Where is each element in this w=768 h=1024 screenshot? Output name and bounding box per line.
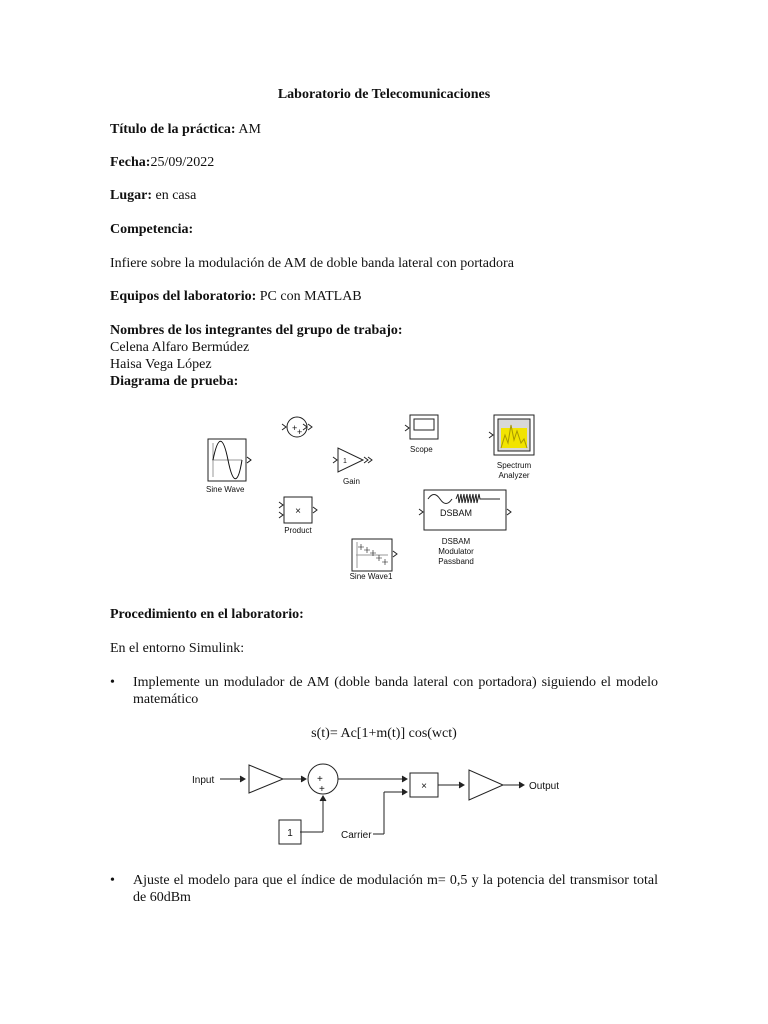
gain-block (333, 448, 372, 472)
document-title: Laboratorio de Telecomunicaciones (277, 87, 491, 102)
spectrum-caption-1: Spectrum (496, 461, 532, 470)
constant-value: 1 (287, 828, 293, 839)
am-block-diagram (0, 752, 768, 862)
competence-text: Infiere sobre la modulación de AM de doble banda lateral con portadora (110, 256, 514, 271)
spectrum-caption-2: Analyzer (498, 471, 530, 480)
bullet-marker: • (110, 675, 115, 690)
gain-caption: Gain (343, 477, 360, 486)
equipment-label: Equipos del laboratorio: (110, 289, 257, 304)
sine-wave1-block (352, 539, 397, 571)
am-sum-plus: + (317, 774, 323, 785)
simulink-diagram (0, 395, 768, 595)
bullet-marker: • (110, 873, 115, 888)
practice-label: Título de la práctica: (110, 122, 236, 137)
procedure-intro: En el entorno Simulink: (110, 641, 245, 656)
member-name: Celena Alfaro Bermúdez (110, 340, 250, 355)
sum-sign: + (297, 427, 303, 437)
place-line (110, 187, 196, 204)
place-value: en casa (152, 188, 197, 203)
dsbam-caption-3: Passband (438, 557, 474, 566)
carrier-label: Carrier (341, 830, 372, 841)
member-name: Haisa Vega López (110, 357, 212, 372)
gain-value: 1 (343, 458, 347, 465)
dsbam-block-label: DSBAM (439, 508, 473, 518)
diagram-label: Diagrama de prueba: (110, 374, 239, 389)
am-multiply-symbol: × (421, 781, 427, 792)
equipment-line (110, 288, 362, 305)
product-caption: Product (284, 526, 312, 535)
spectrum-analyzer-block (489, 415, 534, 455)
members-label: Nombres de los integrantes del grupo de trabajo: (110, 323, 403, 338)
equipment-value: PC con MATLAB (256, 289, 362, 304)
place-label: Lugar: (110, 188, 152, 203)
am-gain-1 (249, 765, 283, 793)
dsbam-caption-1: DSBAM (441, 537, 471, 546)
input-label: Input (192, 775, 215, 786)
dsbam-caption-2: Modulator (438, 547, 474, 556)
am-formula: s(t)= Ac[1+m(t)] cos(wct) (311, 726, 457, 741)
scope-caption: Scope (410, 445, 433, 454)
scope-block (405, 415, 438, 439)
procedure-bullet-1: Implemente un modulador de AM (doble banda lateral con portadora) siguiendo el modelo matemático (133, 675, 658, 707)
am-sum-plus: + (319, 784, 325, 795)
sine-wave1-caption: Sine Wave1 (349, 572, 393, 581)
product-symbol: × (295, 506, 301, 517)
date-label: Fecha: (110, 155, 151, 170)
practice-title-line (110, 121, 261, 138)
date-line (110, 154, 214, 171)
am-gain-2 (469, 770, 503, 800)
competence-label: Competencia: (110, 222, 194, 237)
sine-wave-caption: Sine Wave (206, 485, 245, 494)
date-value: 25/09/2022 (150, 155, 215, 170)
sum-sign: + (292, 423, 298, 433)
output-label: Output (529, 781, 560, 792)
practice-value: AM (235, 122, 261, 137)
procedure-bullet-2: Ajuste el modelo para que el índice de modulación m= 0,5 y la potencia del transmisor total de 60dBm (133, 873, 658, 905)
sine-wave-block (208, 439, 251, 481)
procedure-label: Procedimiento en el laboratorio: (110, 607, 304, 622)
